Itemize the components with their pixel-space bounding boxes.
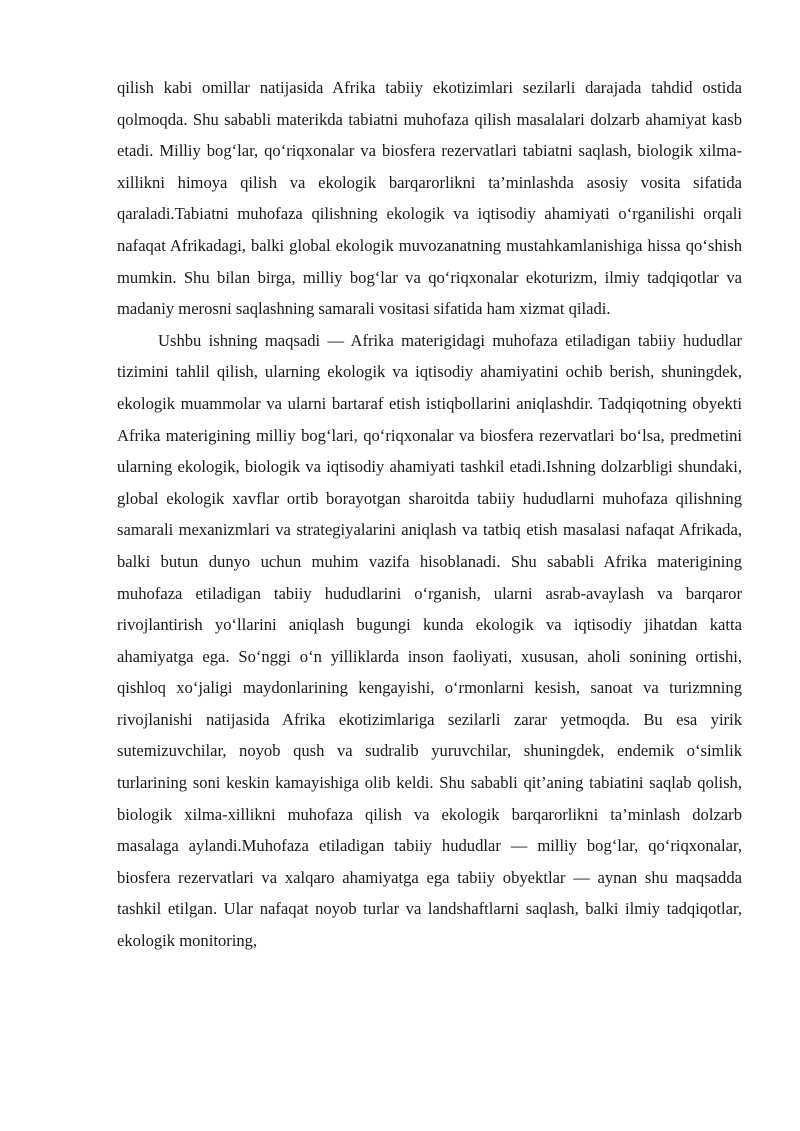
body-paragraph-1: qilish kabi omillar natijasida Afrika tabiiy ekotizimlari sezilarli darajada tahdid ostida qolmoqda. Shu sababli materikda tabiatni muhofaza qilish masalalari dolzarb ahamiyat kasb etadi. Milliy bog‘lar, qo‘riqxonalar va biosfera rezervatlari tabiatni saqlash, biologik xilma-xillikni himoya qilish va ekologik barqarorlikni ta’minlashda asosiy vosita sifatida qaraladi.Tabiatni muhofaza qilishning ekologik va iqtisodiy ahamiyati o‘rganilishi orqali nafaqat Afrikadagi, balki global ekologik muvozanatning mustahkamlanishiga hissa qo‘shish mumkin. Shu bilan birga, milliy bog‘lar va qo‘riqxonalar ekoturizm, ilmiy tadqiqotlar va madaniy merosni saqlashning samarali vositasi sifatida ham xizmat qiladi. <box>117 78 742 319</box>
document-page <box>117 72 742 957</box>
body-paragraph-2: Ushbu ishning maqsadi — Afrika materigidagi muhofaza etiladigan tabiiy hududlar tizimini tahlil qilish, ularning ekologik va iqtisodiy ahamiyatini ochib berish, shuningdek, ekologik muammolar va ularni bartaraf etish istiqbollarini aniqlashdir. Tadqiqotning obyekti Afrika materigining milliy bog‘lari, qo‘riqxonalar va biosfera rezervatlari bo‘lsa, predmetini ularning ekologik, biologik va iqtisodiy ahamiyati tashkil etadi.Ishning dolzarbligi shundaki, global ekologik xavflar ortib borayotgan sharoitda tabiiy hududlarni muhofaza qilishning samarali mexanizmlari va strategiyalarini aniqlash va tatbiq etish masalasi nafaqat Afrikada, balki butun dunyo uchun muhim vazifa hisoblanadi. Shu sababli Afrika materigining muhofaza etiladigan tabiiy hududlarini o‘rganish, ularni asrab-avaylash va barqaror rivojlantirish yo‘llarini aniqlash bugungi kunda ekologik va iqtisodiy jihatdan katta ahamiyatga ega. So‘nggi o‘n yilliklarda inson faoliyati, xususan, aholi sonining ortishi, qishloq xo‘jaligi maydonlarining kengayishi, o‘rmonlarni kesish, sanoat va turizmning rivojlanishi natijasida Afrika ekotizimlariga sezilarli zarar yetmoqda. Bu esa yirik sutemizuvchilar, noyob qush va sudralib yuruvchilar, shuningdek, endemik o‘simlik turlarining soni keskin kamayishiga olib keldi. Shu sababli qit’aning tabiatini saqlab qolish, biologik xilma-xillikni muhofaza qilish va ekologik barqarorlikni ta’minlash dolzarb masalaga aylandi.Muhofaza etiladigan tabiiy hududlar — milliy bog‘lar, qo‘riqxonalar, biosfera rezervatlari va xalqaro ahamiyatga ega tabiiy obyektlar — aynan shu maqsadda tashkil etilgan. Ular nafaqat noyob turlar va landshaftlarni saqlash, balki ilmiy tadqiqotlar, ekologik monitoring, <box>117 330 742 951</box>
